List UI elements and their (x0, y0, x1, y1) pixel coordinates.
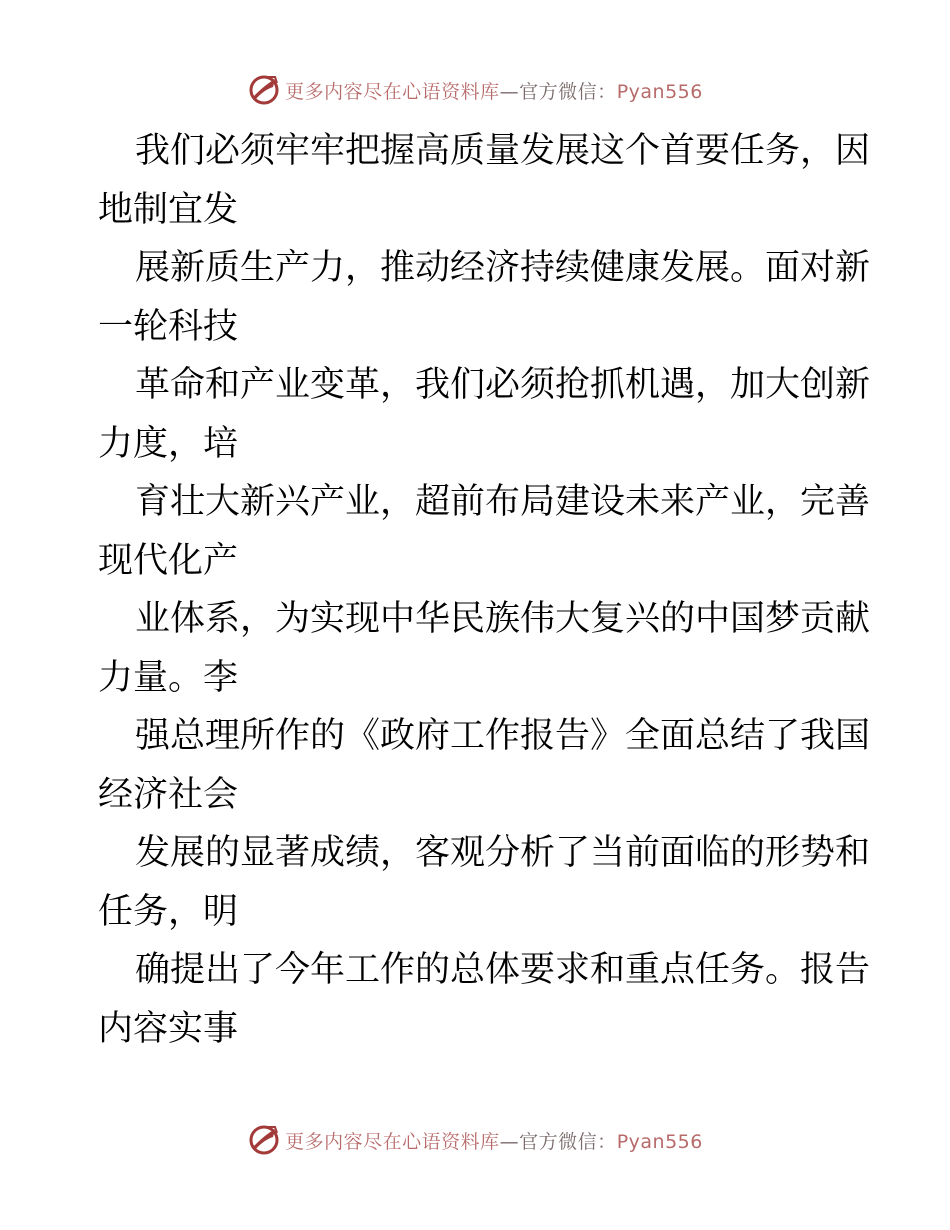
header-dash: — (499, 80, 520, 103)
header-brand: 更多内容尽在心语资料库 (285, 80, 500, 103)
footer-wechat-id: Pyan556 (616, 1130, 703, 1153)
body-line: 革命和产业变革，我们必须抢抓机遇，加大创新 (135, 365, 871, 405)
header-text (285, 77, 703, 104)
body-line: 任务，明 (98, 891, 239, 932)
body-line: 展新质生产力，推动经济持续健康发展。面对新 (135, 248, 871, 288)
body-line: 力量。李 (98, 657, 239, 698)
body-line: 育壮大新兴产业，超前布局建设未来产业，完善 (135, 482, 871, 522)
body-line: 经济社会 (98, 774, 239, 815)
footer-wechat-label: 官方微信： (519, 1130, 617, 1153)
body-line: 现代化产 (98, 540, 239, 581)
footer-brand: 更多内容尽在心语资料库 (285, 1130, 500, 1153)
pen-nib-logo-icon (247, 1123, 281, 1157)
header-wechat-label: 官方微信： (519, 80, 617, 103)
footer-banner (0, 1120, 950, 1160)
body-line: 一轮科技 (98, 306, 239, 347)
body-line: 业体系，为实现中华民族伟大复兴的中国梦贡献 (135, 599, 871, 639)
footer-dash: — (499, 1130, 520, 1153)
footer-text (285, 1127, 703, 1154)
header-banner (0, 70, 950, 110)
header-wechat-id: Pyan556 (616, 80, 703, 103)
body-line: 发展的显著成绩，客观分析了当前面临的形势和 (135, 833, 871, 873)
body-line: 确提出了今年工作的总体要求和重点任务。报告 (135, 950, 871, 990)
body-line: 力度，培 (98, 423, 239, 464)
body-line: 内容实事 (98, 1008, 239, 1049)
document-body (98, 122, 871, 1058)
body-line: 强总理所作的《政府工作报告》全面总结了我国 (135, 716, 871, 756)
body-line: 地制宜发 (98, 189, 239, 230)
body-line: 我们必须牢牢把握高质量发展这个首要任务，因 (135, 131, 871, 171)
pen-nib-logo-icon (247, 73, 281, 107)
